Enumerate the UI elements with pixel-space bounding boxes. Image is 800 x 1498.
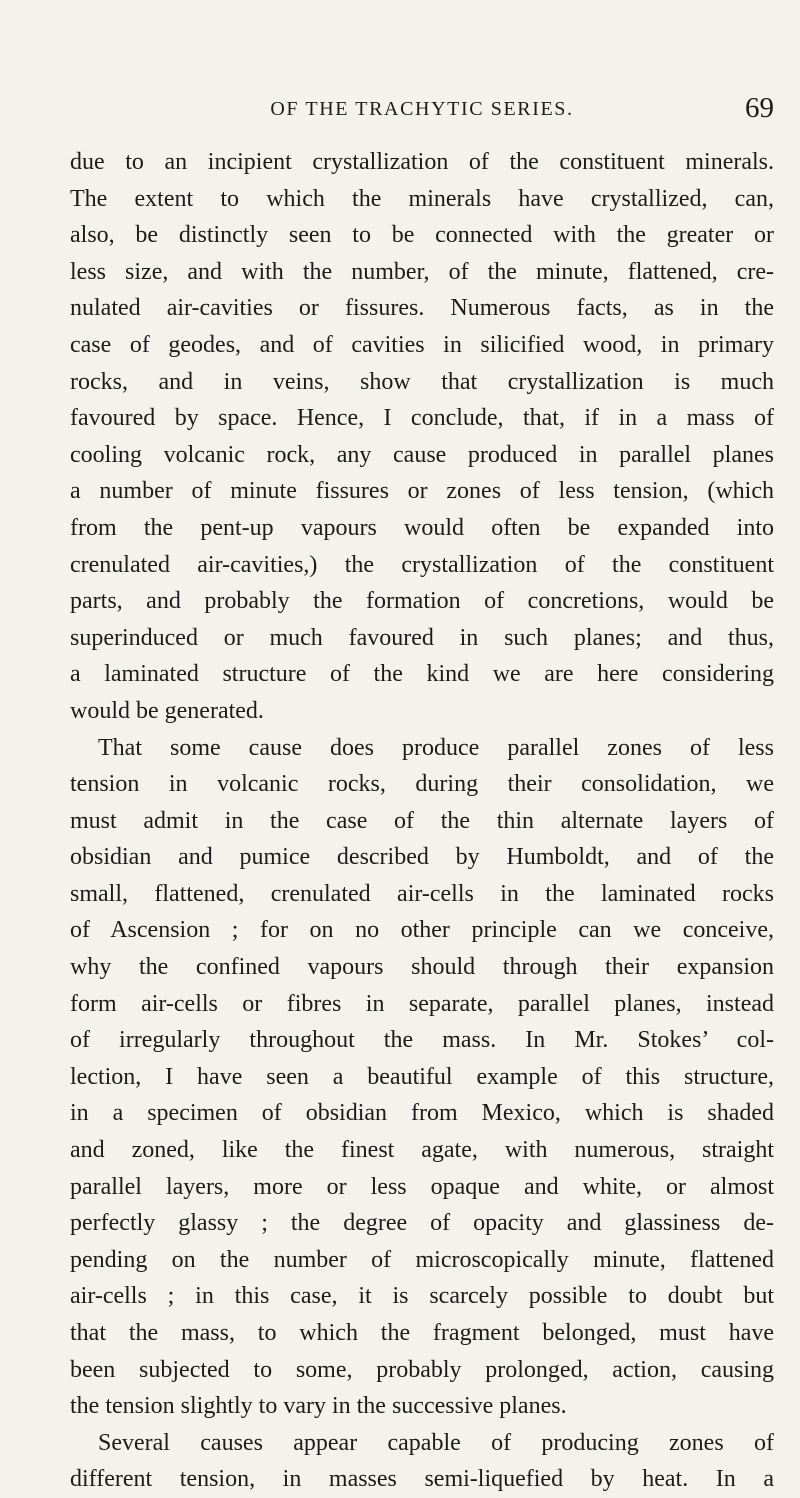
text-line: also, be distinctly seen to be connected with the greater or (70, 222, 774, 249)
running-header (70, 92, 774, 128)
text-line: nulated air-cavities or fissures. Numerous facts, as in the (70, 295, 774, 322)
text-line: pending on the number of microscopically minute, flattened (70, 1246, 774, 1273)
text-line: obsidian and pumice described by Humboldt, and of the (70, 844, 774, 871)
text-line: and zoned, like the finest agate, with numerous, straight (70, 1137, 774, 1164)
text-line: a laminated structure of the kind we are here considering (70, 661, 774, 688)
text-line: the tension slightly to vary in the successive planes. (70, 1393, 567, 1420)
text-line: small, flattened, crenulated air-cells in the laminated rocks (70, 880, 774, 907)
running-title: OF THE TRACHYTIC SERIES. (270, 98, 574, 120)
text-line: been subjected to some, probably prolonged, action, causing (70, 1356, 774, 1383)
text-line: of irregularly throughout the mass. In Mr. Stokes’ col- (70, 1027, 774, 1054)
text-line: in a specimen of obsidian from Mexico, which is shaded (70, 1100, 774, 1127)
text-line: case of geodes, and of cavities in silicified wood, in primary (70, 331, 774, 358)
text-line: lection, I have seen a beautiful example of this structure, (70, 1063, 774, 1090)
text-line: of Ascension ; for on no other principle can we conceive, (70, 917, 774, 944)
text-line: parts, and probably the formation of concretions, would be (70, 588, 774, 615)
text-line: different tension, in masses semi-liquefied by heat. In a (70, 1466, 774, 1493)
text-line: less size, and with the number, of the minute, flattened, cre- (70, 258, 774, 285)
text-line: rocks, and in veins, show that crystallization is much (70, 368, 774, 395)
text-line: cooling volcanic rock, any cause produced in parallel planes (70, 441, 774, 468)
text-line: superinduced or much favoured in such planes; and thus, (70, 624, 774, 651)
text-line: must admit in the case of the thin alternate layers of (70, 807, 774, 834)
text-line: due to an incipient crystallization of the constituent minerals. (70, 149, 774, 175)
text-line: perfectly glassy ; the degree of opacity and glassiness de- (70, 1210, 774, 1237)
text-line: would be generated. (70, 697, 264, 724)
text-line: tension in volcanic rocks, during their consolidation, we (70, 771, 774, 798)
text-line: That some cause does produce parallel zones of less (98, 734, 774, 761)
text-line: air-cells ; in this case, it is scarcely possible to doubt but (70, 1283, 774, 1310)
body-text (70, 144, 774, 1498)
text-line: The extent to which the minerals have crystallized, can, (70, 185, 774, 212)
text-line: Several causes appear capable of producing zones of (98, 1429, 774, 1456)
page-number: 69 (745, 92, 774, 124)
text-line: a number of minute fissures or zones of less tension, (which (70, 478, 774, 505)
text-line: why the confined vapours should through their expansion (70, 954, 774, 981)
text-line: favoured by space. Hence, I conclude, that, if in a mass of (70, 405, 774, 432)
text-line: form air-cells or fibres in separate, parallel planes, instead (70, 990, 774, 1017)
text-line: parallel layers, more or less opaque and white, or almost (70, 1173, 774, 1200)
text-line: crenulated air-cavities,) the crystallization of the constituent (70, 551, 774, 578)
text-line: from the pent-up vapours would often be expanded into (70, 514, 774, 541)
text-line: that the mass, to which the fragment belonged, must have (70, 1320, 774, 1346)
